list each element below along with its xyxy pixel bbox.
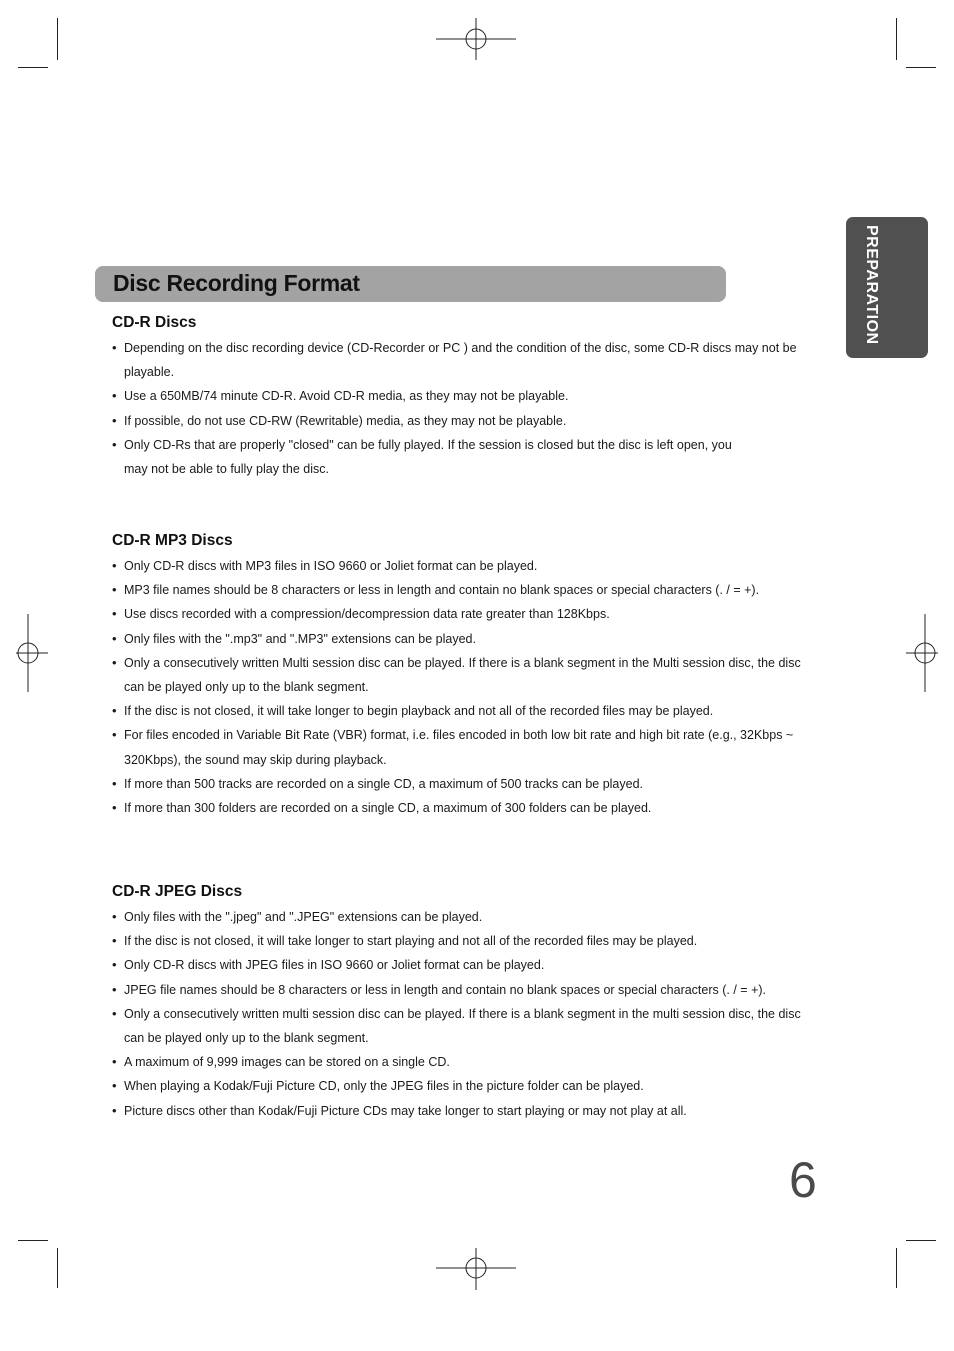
- list-item: • MP3 file names should be 8 characters or less in length and contain no blank spaces or special characters (. / = +).: [112, 578, 832, 602]
- section-side-tab: [846, 217, 928, 358]
- crop-mark: [57, 18, 58, 60]
- registration-mark-left: [16, 614, 48, 692]
- section-cd-r-discs: [112, 312, 832, 481]
- list-item: • A maximum of 9,999 images can be stored on a single CD.: [112, 1050, 832, 1074]
- crop-mark: [896, 1248, 897, 1288]
- list-item: • If the disc is not closed, it will take longer to begin playback and not all of the recorded files may be played.: [112, 699, 832, 723]
- list-item: • Only CD-R discs with JPEG files in ISO 9660 or Joliet format can be played.: [112, 953, 832, 977]
- crop-mark: [18, 1240, 48, 1241]
- list-item: • Only a consecutively written multi session disc can be played. If there is a blank segment in the multi session disc, the disc can be played only up to the blank segment.: [112, 1002, 814, 1050]
- section-cd-r-jpeg-discs: [112, 881, 832, 1123]
- section-heading: CD-R JPEG Discs: [112, 883, 243, 900]
- list-item: • If more than 500 tracks are recorded on a single CD, a maximum of 500 tracks can be played.: [112, 772, 832, 796]
- list-item: • If the disc is not closed, it will take longer to start playing and not all of the recorded files may be played.: [112, 929, 832, 953]
- registration-mark-bottom: [436, 1248, 516, 1290]
- list-item: • Picture discs other than Kodak/Fuji Picture CDs may take longer to start playing or may not play at all.: [112, 1099, 832, 1123]
- list-item: • For files encoded in Variable Bit Rate (VBR) format, i.e. files encoded in both low bit rate and high bit rate (e.g., 32Kbps ~ 320Kbps), the sound may skip during playback.: [112, 723, 824, 771]
- crop-mark: [18, 67, 48, 68]
- page-title: Disc Recording Format: [113, 270, 360, 296]
- list-item: • Use discs recorded with a compression/decompression data rate greater than 128Kbps.: [112, 602, 832, 626]
- title-bar: [95, 266, 726, 302]
- list-item: • Only CD-R discs with MP3 files in ISO 9660 or Joliet format can be played.: [112, 554, 832, 578]
- list-item: • JPEG file names should be 8 characters or less in length and contain no blank spaces or special characters (. / = +).: [112, 978, 832, 1002]
- bullet-list: [112, 905, 832, 1123]
- section-heading: CD-R MP3 Discs: [112, 532, 233, 549]
- list-item: • If possible, do not use CD-RW (Rewritable) media, as they may not be playable.: [112, 409, 832, 433]
- list-item: • Only a consecutively written Multi session disc can be played. If there is a blank segment in the Multi session disc, the disc can be played only up to the blank segment.: [112, 651, 814, 699]
- crop-mark: [906, 67, 936, 68]
- list-item: • Only files with the ".jpeg" and ".JPEG" extensions can be played.: [112, 905, 832, 929]
- registration-mark-top: [436, 18, 516, 60]
- list-item: • Depending on the disc recording device (CD-Recorder or PC ) and the condition of the disc, some CD-R discs may not be playable.: [112, 336, 832, 384]
- bullet-list: [112, 554, 832, 820]
- section-heading: CD-R Discs: [112, 314, 197, 331]
- list-item: • Only files with the ".mp3" and ".MP3" extensions can be played.: [112, 627, 832, 651]
- page-number: 6: [789, 1152, 817, 1208]
- crop-mark: [57, 1248, 58, 1288]
- registration-mark-right: [906, 614, 938, 692]
- list-item: • Use a 650MB/74 minute CD-R. Avoid CD-R media, as they may not be playable.: [112, 384, 832, 408]
- list-item: • If more than 300 folders are recorded on a single CD, a maximum of 300 folders can be played.: [112, 796, 832, 820]
- list-item: • When playing a Kodak/Fuji Picture CD, only the JPEG files in the picture folder can be played.: [112, 1074, 832, 1098]
- side-tab-label: PREPARATION: [863, 225, 880, 345]
- section-cd-r-mp3-discs: [112, 530, 832, 820]
- crop-mark: [896, 18, 897, 60]
- crop-mark: [906, 1240, 936, 1241]
- bullet-list: [112, 336, 832, 481]
- list-item: • Only CD-Rs that are properly "closed" can be fully played. If the session is closed but the disc is left open, you may not be able to fully play the disc.: [112, 433, 744, 481]
